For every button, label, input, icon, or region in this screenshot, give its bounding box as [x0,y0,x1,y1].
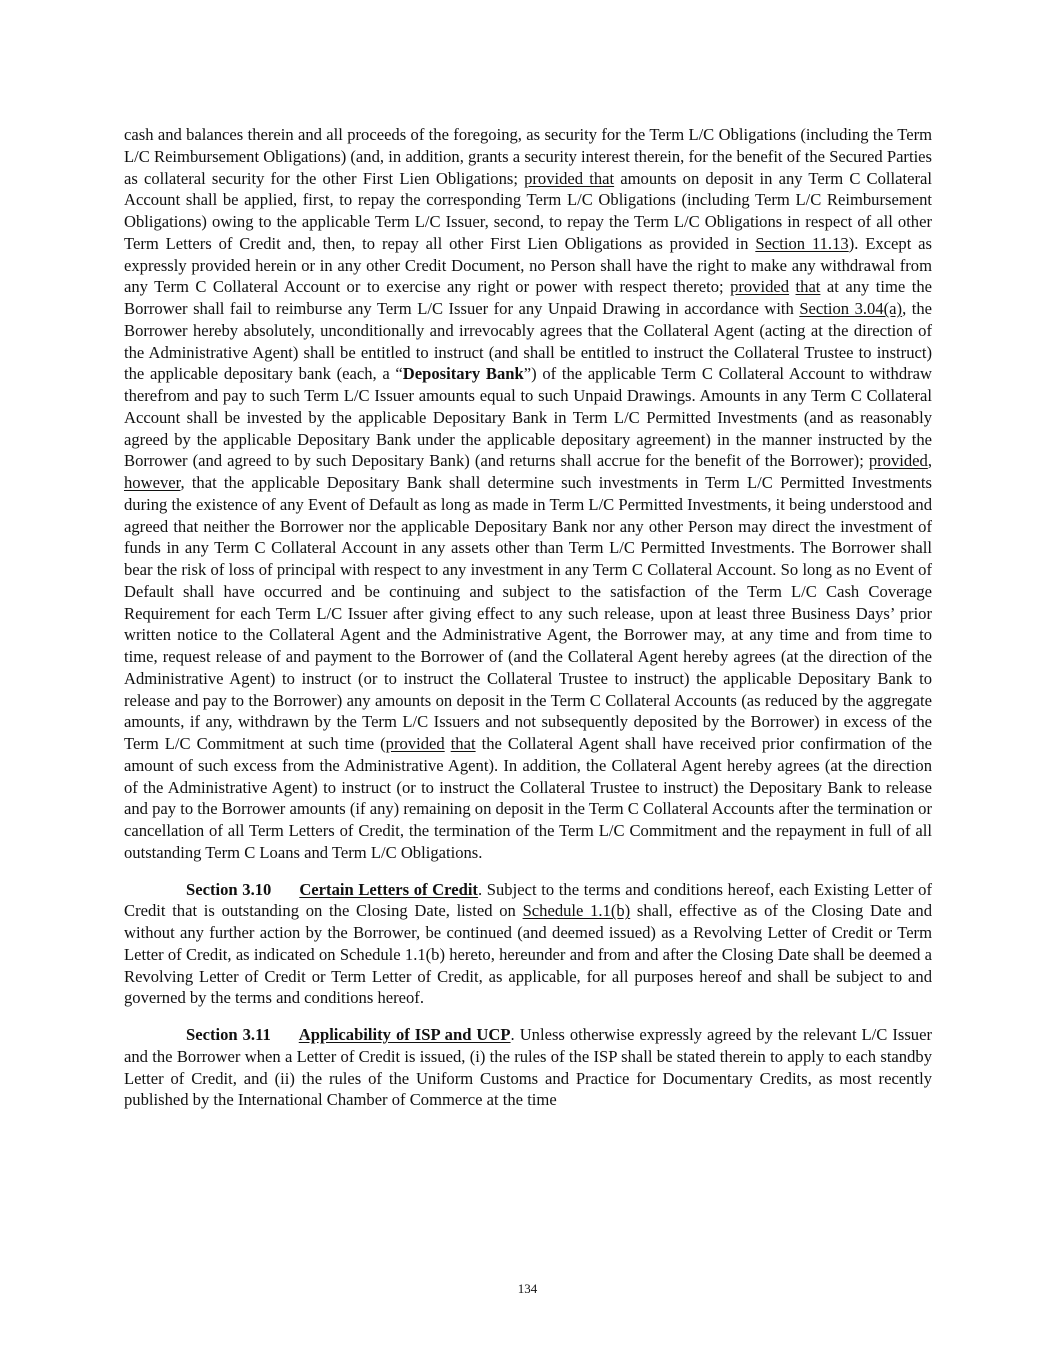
defined-term-provided: provided [868,451,928,471]
section-number: Section 3.10 [186,879,272,899]
section-reference: Section 11.13 [755,233,849,253]
schedule-reference: Schedule 1.1(b) [522,901,631,921]
defined-term-however: however [124,473,181,492]
text-run: , [927,451,932,471]
page-number: 134 [517,1281,538,1296]
paragraph-collateral-account [124,124,932,864]
text-run: , that the applicable Depositary Bank shall determine such investments in Term L/C Permitted Investments during the existence of any Event of Default as long as made in Term L/C Permitted Investments, it being understood and agreed that neither the Borrower nor the applicable Depositary Bank nor any other Person may direct the investment of funds in any Term C Collateral Account in any assets other than Term L/C Permitted Investments. The Borrower shall bear the risk of loss of principal with respect to any investment in any Term C Collateral Account. So long as no Event of Default shall have occurred and be continuing and subject to the satisfaction of the Term L/C Cash Coverage Requirement for each Term L/C Issuer after giving effect to any such release, upon at least three Business Days’ prior written notice to the Collateral Agent and the Administrative Agent, the Borrower may, at any time and from time to time, request release of and payment to the Borrower of (and the Collateral Agent hereby agrees (at the direction of the Administrative Agent) to instruct (or to instruct the Collateral Trustee to instruct) the applicable Depositary Bank to release and pay to the Borrower) any amounts on deposit in the Term C Collateral Accounts (as reduced by the aggregate amounts, if any, withdrawn by the Term L/C Issuers and not subsequently deposited by the Borrower) in excess of the Term L/C Commitment at such time ( [124,473,932,753]
defined-term-depositary-bank: Depositary Bank [402,364,524,384]
defined-term-provided: provided [730,277,790,297]
text-run: ”) of the applicable Term C Collateral Account to withdraw therefrom and pay to such Term L/C Issuer amounts equal to such Unpaid Drawings. Amounts in any Term C Collateral Account shall be invested by the applicable Depositary Bank in Term L/C Permitted Investments (and as reasonably agreed by the applicable Depositary Bank under the applicable depositary agreement) in the manner instructed by the Borrower (and agreed to by such Depositary Bank) (and returns shall accrue for the benefit of the Borrower); [124,364,932,471]
defined-term-provided-that: provided that [524,168,615,188]
defined-term-provided: provided [385,734,445,753]
section-3-10-paragraph [124,879,932,1010]
text-run: , the Borrower hereby absolutely, unconditionally and irrevocably agrees that the Collateral Agent (acting at the direction of the Administrative Agent) shall be entitled to instruct (and shall be entitled to instruct the Collateral Trustee to instruct) the applicable depositary bank (each, a “ [124,299,932,384]
defined-term-that: that [450,734,476,753]
defined-term-that: that [795,277,821,297]
section-reference: Section 3.04(a) [799,299,903,318]
text-run: at any time the Borrower shall fail to reimburse any Term L/C Issuer for any Unpaid Drawing in accordance with [124,277,932,318]
section-number: Section 3.11 [186,1025,271,1044]
section-heading: Certain Letters of Credit [299,879,478,899]
text-run: . Subject to the terms and conditions hereof, each Existing Letter of Credit that is outstanding on the Closing Date, listed on [124,879,932,921]
text-run: cash and balances therein and all proceeds of the foregoing, as security for the Term L/C Obligations (including the Term L/C Reimbursement Obligations) (and, in addition, grants a security interest therein, for the benefit of the Secured Parties as collateral security for the other First Lien Obligations; [124,125,932,188]
text-run: . Unless otherwise expressly agreed by the relevant L/C Issuer and the Borrower when a Letter of Credit is issued, (i) the rules of the ISP shall be stated therein to apply to each standby Letter of Credit, and (ii) the rules of the Uniform Customs and Practice for Documentary Credits, as most recently published by the International Chamber of Commerce at the time [124,1025,932,1110]
text-run: amounts on deposit in any Term C Collateral Account shall be applied, first, to repay the corresponding Term L/C Obligations (including Term L/C Reimbursement Obligations) owing to the applicable Term L/C Issuer, second, to repay the Term L/C Obligations in respect of all other Term Letters of Credit and, then, to repay all other First Lien Obligations as provided in [124,168,932,253]
text-run: the Collateral Agent shall have received prior confirmation of the amount of such excess from the Administrative Agent). In addition, the Collateral Agent hereby agrees (at the direction of the Administrative Agent) to instruct (or to instruct the Collateral Trustee to instruct) the Depositary Bank to release and pay to the Borrower amounts (if any) remaining on deposit in the Term C Collateral Accounts after the termination or cancellation of all Term Letters of Credit, the termination of the Term L/C Commitment and the repayment in full of all outstanding Term C Loans and Term L/C Obligations. [124,734,932,862]
document-page [124,124,932,1111]
text-run: shall, effective as of the Closing Date and without any further action by the Borrower, be continued (and deemed issued) as a Revolving Letter of Credit or Term Letter of Credit, as indicated on Schedule 1.1(b) hereto, hereunder and from and after the Closing Date shall be deemed a Revolving Letter of Credit or Term Letter of Credit, as applicable, for all purposes hereof and shall be subject to and governed by the terms and conditions hereof. [124,901,932,1008]
section-3-11-paragraph [124,1024,932,1111]
section-heading: Applicability of ISP and UCP [298,1025,511,1044]
text-run: ). Except as expressly provided herein or in any other Credit Document, no Person shall have the right to make any withdrawal from any Term C Collateral Account or to exercise any right or power with respect thereto; [124,233,932,297]
